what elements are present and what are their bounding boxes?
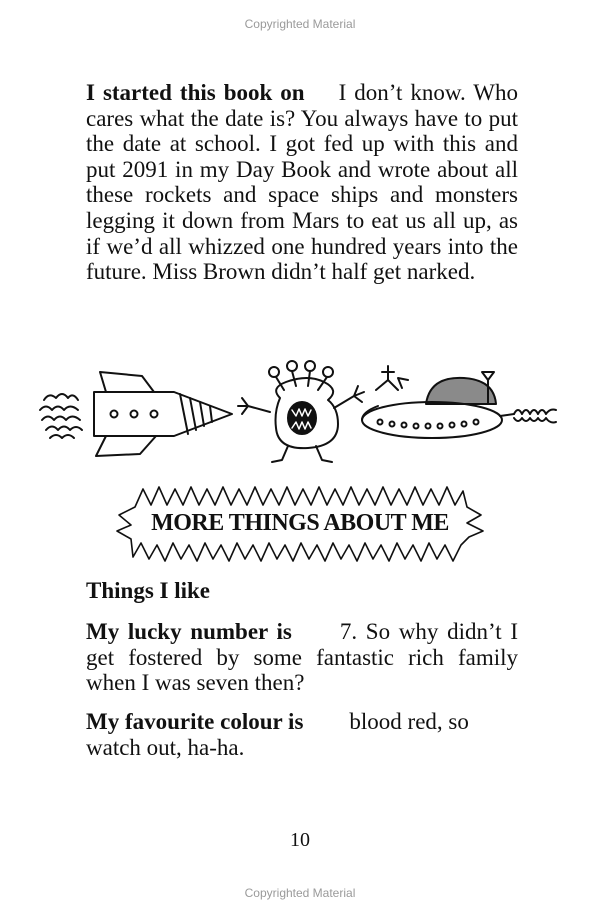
space-illustration [34,358,570,478]
page-number: 10 [290,829,310,851]
favourite-colour-paragraph [86,709,518,760]
favourite-colour-body: blood red, so watch out, ha-ha. [86,709,469,760]
section-heading: Things I like [86,578,210,603]
watermark-top: Copyrighted Material [244,17,356,31]
favourite-colour-lead: My favourite colour is [86,709,304,734]
banner-title: MORE THINGS ABOUT ME [151,510,449,536]
lucky-number-body: 7. So why didn’t I get fostered by some fantastic rich family when I was seven then? [86,619,518,696]
intro-body: I don’t know. Who cares what the date is? You always have to put the date at school. I got fed up with this and put 2091 in my Day Book and wrote about all these rockets and space ships and monsters legging it down from Mars to eat us all up, as if we’d all whizzed one hundred years into the future. Miss Brown didn’t half get narked. [86,80,518,285]
flying-saucer-drawing [362,366,556,438]
watermark-bottom: Copyrighted Material [244,886,356,900]
rocket-drawing [40,372,232,456]
intro-paragraph [86,80,518,285]
intro-lead: I started this book on [86,80,305,105]
lucky-number-paragraph [86,619,518,696]
monster-drawing [238,361,364,462]
lucky-number-lead: My lucky number is [86,619,292,644]
